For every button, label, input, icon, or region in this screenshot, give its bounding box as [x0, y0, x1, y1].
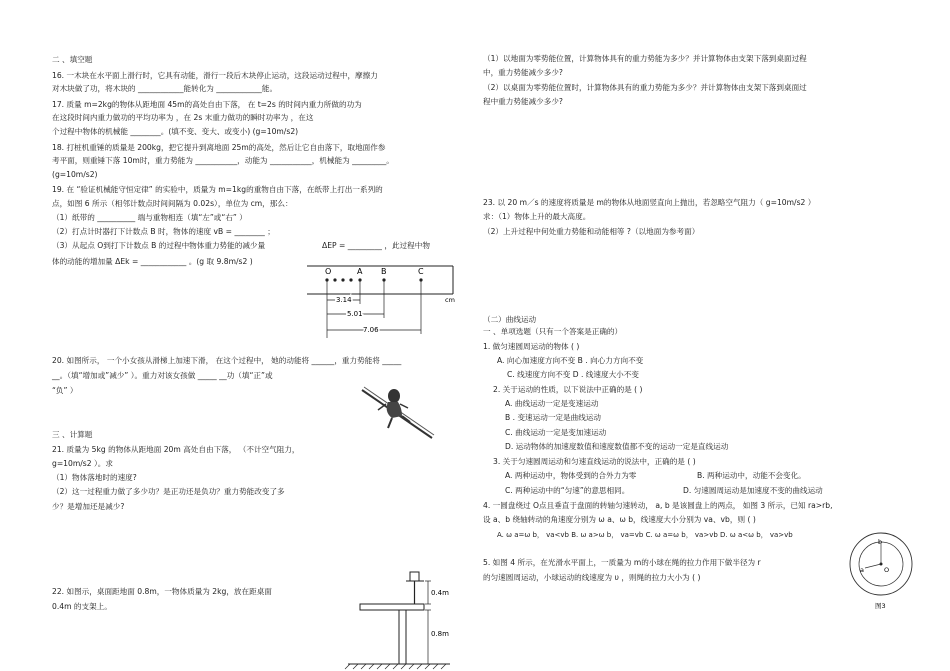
question-22-line-2: 0.4m 的支架上。 [52, 602, 112, 611]
question-19-line-2: 点，如图 6 所示（相邻计数点时间间隔为 0.02s），单位为 cm，那么： [52, 199, 293, 208]
question-22-part-1-line-1: （1）以地面为零势能位置，计算物体具有的重力势能为多少？并计算物体由支架下落到桌面过程 [483, 54, 807, 63]
figure-3-center-o: O [884, 566, 890, 574]
section-heading-fill: 二 、填空题 [52, 55, 93, 64]
question-19-line-4: （2）打点计时器打下计数点 B 时，物体的速度 vB = ________ ； [52, 227, 275, 236]
tape-point-o: O [325, 267, 332, 276]
mc-question-3: 3. 关于匀速圆周运动和匀速直线运动的说法中，正确的是 ( ) [493, 457, 696, 466]
question-22-part-2-line-2: 程中重力势能减少多少? [483, 97, 563, 106]
mc-question-5-line-2: 的匀速圆周运动，小球运动的线速度为 υ ，则绳的拉力大小为 ( ) [483, 573, 701, 582]
mc-question-5-line-1: 5. 如图 4 所示，在光滑水平面上，一质量为 m的小球在绳的拉力作用下做半径为 r [483, 558, 761, 567]
tape-point-c: C [418, 267, 424, 276]
question-22-line-1: 22. 如图示，桌面距地面 0.8m，一物体质量为 2kg，放在距桌面 [52, 587, 272, 596]
mc-question-1-options-ab: A. 向心加速度方向不变 B . 向心力方向不变 [497, 356, 644, 365]
subsection-single-choice: 一 、单项选题（只有一个答案是正确的） [483, 327, 623, 336]
mc-question-3-option-d: D. 匀速圆周运动是加速度不变的曲线运动 [683, 486, 823, 495]
tape-point-b: B [381, 267, 387, 276]
tape-dot [341, 278, 344, 281]
tape-dot [333, 278, 336, 281]
question-18-line-2: 考平面，则重锤下落 10m时，重力势能为 ___________，动能为 ___________，机械能为 _________。 [52, 156, 394, 165]
mc-question-2-option-b: B . 变速运动一定是曲线运动 [505, 413, 601, 422]
question-19-delta-ep: ΔEP = _________ ，此过程中物 [322, 241, 430, 250]
height-label-stand: 0.4m [431, 589, 449, 597]
mc-question-2: 2. 关于运动的性质，以下说法中正确的是 ( ) [493, 385, 643, 394]
question-21-line-4: （2）这一过程重力做了多少功？是正功还是负功？重力势能改变了多 [52, 487, 285, 496]
height-label-table: 0.8m [431, 630, 449, 638]
mc-question-3-option-b: B. 两种运动中，动能不会变化。 [697, 471, 806, 480]
section-heading-calc: 三 、计算题 [52, 430, 93, 439]
figure-3-point-b: b [878, 538, 883, 546]
mc-question-4-line-1: 4. 一圆盘绕过 O点且垂直于盘面的转轴匀速转动， a, b 是该圆盘上的两点， 如图 3 所示，已知 ra>rb, [483, 501, 833, 510]
mc-question-2-option-d: D. 运动物体的加速度数值和速度数值都不变的运动一定是直线运动 [505, 442, 729, 451]
tape-unit: cm [445, 296, 455, 304]
girl-on-slide-illustration [358, 382, 438, 444]
mc-question-2-option-c: C. 曲线运动一定是变加速运动 [505, 428, 607, 437]
table-stand-figure [340, 570, 455, 670]
tape-dot [349, 278, 352, 281]
question-17-line-1: 17. 质量 m=2kg的物体从距地面 45m的高处自由下落， 在 t=2s 的时间内重力所做的功为 [52, 100, 362, 109]
section-heading-curve: （二）曲线运动 [483, 315, 537, 324]
question-19-line-3: （1）纸带的 __________ 端与重物相连（填“左”或“右” ） [52, 213, 247, 222]
mc-question-2-option-a: A. 曲线运动一定是变速运动 [505, 399, 599, 408]
question-21-line-1: 21. 质量为 5kg 的物体从距地面 20m 高处自由下落， （不计空气阻力， [52, 445, 300, 454]
question-21-line-5: 少？是增加还是减少? [52, 502, 125, 511]
question-17-line-3: 个过程中物体的机械能 ________。(填不变、变大、或变小) (g=10m/s2) [52, 127, 299, 136]
question-21-line-2: g=10m/s2 ）。求 [52, 459, 113, 468]
figure-3-caption: 图3 [875, 602, 886, 610]
mc-question-3-option-a: A. 两种运动中，物体受到的合外力为零 [505, 471, 637, 480]
question-21-line-3: （1）物体落地时的速度? [52, 473, 137, 482]
question-18-line-3: (g=10m/s2) [52, 170, 98, 179]
question-23-line-2: 求：（1）物体上升的最大高度。 [483, 212, 591, 221]
question-23-line-1: 23. 以 20 m／s 的速度将质量是 m的物体从地面竖直向上抛出，若忽略空气阻力（ g=10m/s2 ） [483, 198, 816, 207]
tape-dim-oa: 3.14 [336, 296, 352, 304]
mc-question-4-options: A. ω a=ω b， va<vb B. ω a>ω b， va=vb C. ω a=ω b， va>vb D. ω a<ω b， va>vb [497, 531, 793, 539]
mc-question-3-option-c: C. 两种运动中的“匀速”的意思相同。 [505, 486, 630, 495]
question-16-line-1: 16. 一木块在水平面上滑行时，它具有动能，滑行一段后木块停止运动，这段运动过程中，摩擦力 [52, 71, 378, 80]
question-20-line-1: 20. 如图所示， 一个小女孩从滑梯上加速下滑， 在这个过程中， 她的动能将 ______，重力势能将 _____ [52, 356, 402, 365]
tape-dim-oc: 7.06 [363, 326, 379, 334]
mc-question-1-options-cd: C. 线速度方向不变 D . 线速度大小不变 [507, 370, 639, 379]
mc-question-4-line-2: 设 a、b 绕轴转动的角速度分别为 ω a、ω b，线速度大小分别为 va、vb，则 ( ) [483, 515, 756, 524]
question-16-line-2: 对木块做了功，将木块的 ____________能转化为 ____________能。 [52, 84, 278, 93]
figure-3-disk [847, 530, 917, 610]
question-19-line-6: 体的动能的增加量 ΔEk = ____________ 。(g 取 9.8m/s2 ) [52, 257, 253, 266]
mc-question-1: 1. 做匀速圆周运动的物体 ( ) [483, 342, 580, 351]
tape-dim-ob: 5.01 [347, 310, 363, 318]
question-18-line-1: 18. 打桩机重锤的质量是 200kg，把它提升到离地面 25m的高处，然后让它自由落下，取地面作参 [52, 143, 386, 152]
question-17-line-2: 在这段时间内重力做功的平均功率为 ，在 2s 末重力做功的瞬时功率为 ，在这 [52, 113, 314, 122]
question-19-line-1: 19. 在 “验证机械能守恒定律” 的实验中，质量为 m=1kg的重物自由下落，在纸带上打出一系列的 [52, 185, 383, 194]
question-19-line-5: （3）从起点 O到打下计数点 B 的过程中物体重力势能的减少量 [52, 241, 266, 250]
question-20-line-2: __。（填“增加或”减少” ）。重力对该女孩做 _____ __功（填“正”或 [52, 371, 273, 380]
paper-tape-figure [305, 262, 455, 344]
figure-3-point-a: a [860, 566, 864, 574]
question-23-line-3: （2）上升过程中何处重力势能和动能相等 ?（以地面为参考面） [483, 227, 700, 236]
question-20-line-3: “负” ） [52, 386, 78, 395]
question-22-part-2-line-1: （2）以桌面为零势能位置时，计算物体具有的重力势能为多少？并计算物体由支架下落到桌面过 [483, 83, 807, 92]
tape-point-a: A [357, 267, 363, 276]
question-22-part-1-line-2: 中，重力势能减少多少? [483, 68, 563, 77]
